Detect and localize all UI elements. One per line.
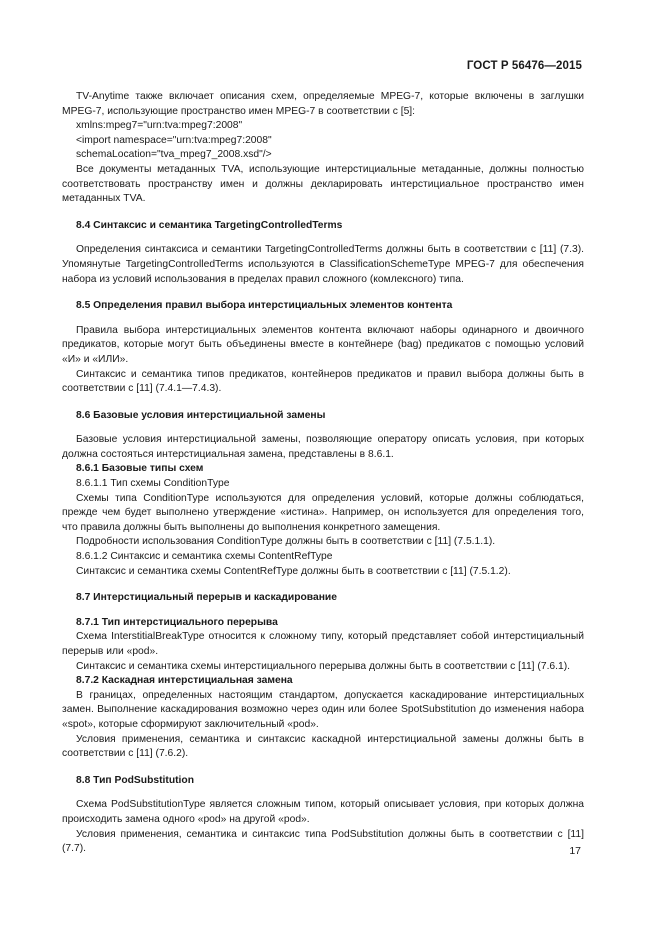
- section-heading: 8.5 Определения правил выбора интерстициальных элементов контента: [76, 300, 453, 312]
- section-heading: 8.7.1 Тип интерстициального перерыва: [76, 616, 278, 628]
- paragraph: 8.6.1.2 Синтаксис и семантика схемы ContentRefType: [76, 551, 333, 563]
- paragraph: Подробности использования ConditionType должны быть в соответствии с [11] (7.5.1.1).: [76, 536, 496, 548]
- section-heading: 8.6 Базовые условия интерстициальной замены: [76, 409, 326, 421]
- paragraph: Синтаксис и семантика типов предикатов, контейнеров предикатов и правил выбора должны быть в соответствии с [11] (7.4.1—7.4.3).: [62, 368, 584, 395]
- paragraph: Условия применения, семантика и синтаксис типа PodSubstitution должны быть в соответствии с [11] (7.7).: [62, 828, 584, 855]
- section-heading: 8.7 Интерстициальный перерыв и каскадирование: [76, 592, 337, 604]
- paragraph: schemaLocation="tva_mpeg7_2008.xsd"/>: [76, 149, 272, 161]
- paragraph: TV-Anytime также включает описания схем, определяемые MPEG-7, которые включены в заглушки MPEG-7, использующие пространство имен MPEG-7 в соответствии с [5]:: [62, 91, 584, 117]
- paragraph: xmlns:mpeg7="urn:tva:mpeg7:2008": [76, 120, 243, 132]
- section-heading: 8.7.2 Каскадная интерстициальная замена: [76, 675, 293, 687]
- page-number: 17: [569, 845, 581, 857]
- paragraph: Условия применения, семантика и синтаксис каскадной интерстициальной замены должны быть в соответствии с [11] (7.6.2).: [62, 733, 584, 760]
- paragraph: Схемы типа ConditionType используются для определения условий, которые должны соблюдаться, прежде чем будет выполнено утверждение «истина». Например, он используется для определения того, что правила должны быть выполнены до выполнения конкретного замещения.: [62, 492, 584, 533]
- section-heading: 8.6.1 Базовые типы схем: [76, 463, 204, 475]
- document-body: [62, 90, 584, 857]
- paragraph: <import namespace="urn:tva:mpeg7:2008": [76, 134, 272, 146]
- paragraph: Определения синтаксиса и семантики TargetingControlledTerms должны быть в соответствии с [11] (7.3). Упомянутые TargetingControlledTerms используются в ClassificationSchemeType MPEG-7 для обеспечения набора из условий использования в пределах правил сложного (комлексного) типа.: [62, 244, 584, 285]
- paragraph: Все документы метаданных TVA, использующие интерстициальные метаданные, должны полностью соответствовать пространству имен и должны декларировать интерстициальное пространство имен метаданных TVA.: [62, 163, 584, 205]
- paragraph: Синтаксис и семантика схемы ContentRefType должны быть в соответствии с [11] (7.5.1.2).: [76, 565, 511, 577]
- paragraph: Базовые условия интерстициальной замены, позволяющие оператору описать условия, при которых должна состояться интерстициальная замена, представлены в 8.6.1.: [62, 434, 584, 460]
- paragraph: В границах, определенных настоящим стандартом, допускается каскадирование интерстициальных замен. Выполнение каскадирования возможно через один или более SpotSubstitution до изменения набора «spot», которые сформируют заключительный «pod».: [62, 689, 584, 730]
- standard-designation: ГОСТ Р 56476—2015: [466, 60, 582, 72]
- paragraph: Синтаксис и семантика схемы интерстициального перерыва должны быть в соответствии с [11] (7.6.1).: [76, 660, 571, 672]
- section-heading: 8.4 Синтаксис и семантика TargetingControlledTerms: [76, 219, 343, 231]
- paragraph: 8.6.1.1 Тип схемы ConditionType: [76, 478, 230, 490]
- paragraph: Схема PodSubstitutionType является сложным типом, который описывает условия, при которых должна происходить замена одного «pod» на другой «pod».: [62, 799, 584, 825]
- section-heading: 8.8 Тип PodSubstitution: [76, 774, 194, 786]
- paragraph: Правила выбора интерстициальных элементов контента включают наборы одинарного и двоичного предикатов, которые могут быть объединены вместе в контейнере (bag) предикатов с помощью условий «И» и «ИЛИ».: [62, 324, 584, 365]
- paragraph: Схема InterstitialBreakType относится к сложному типу, который представляет собой интерстициальный перерыв или «pod».: [62, 631, 584, 657]
